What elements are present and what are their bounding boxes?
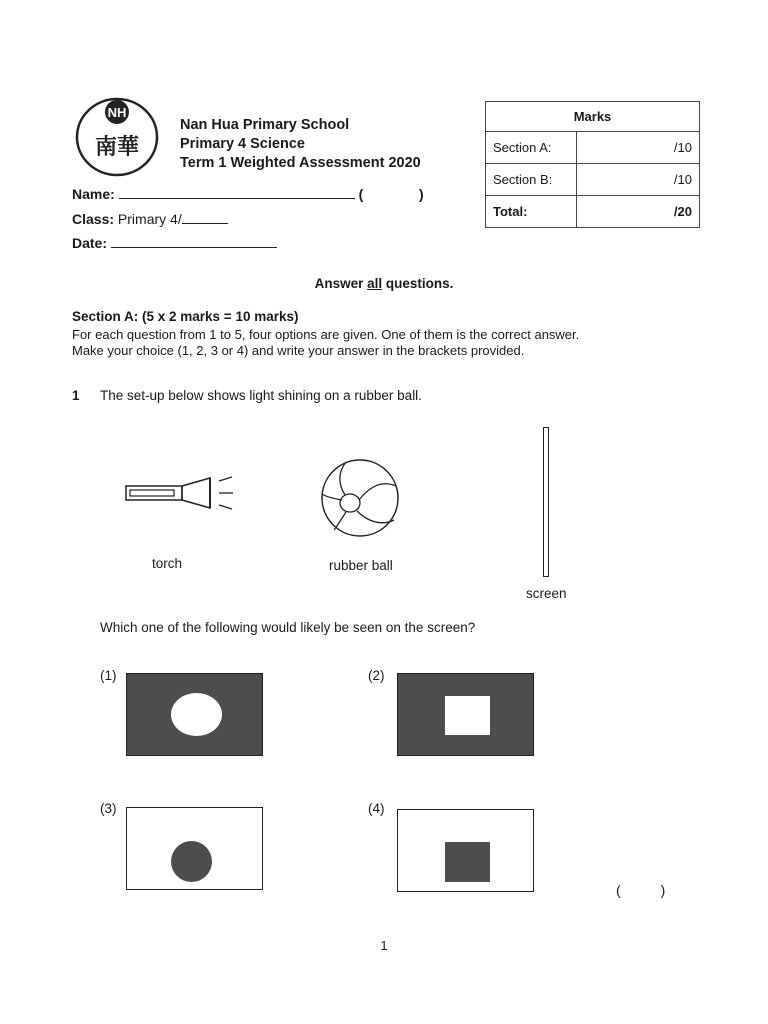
class-field xyxy=(72,211,228,227)
option-3-image[interactable] xyxy=(126,807,263,890)
option-2-label: (2) xyxy=(368,668,385,683)
option-4-label: (4) xyxy=(368,801,385,816)
question-number: 1 xyxy=(72,388,80,403)
screen-label: screen xyxy=(526,586,567,601)
instruction-emphasis: all xyxy=(367,276,383,291)
section-a-line-2: Make your choice (1, 2, 3 or 4) and write your answer in the brackets provided. xyxy=(72,343,525,358)
page-number: 1 xyxy=(380,938,388,953)
name-field xyxy=(72,186,424,202)
option-1-label: (1) xyxy=(100,668,117,683)
white-square-shape xyxy=(445,696,490,735)
marks-row-label: Total: xyxy=(486,196,577,228)
logo-initials: NH xyxy=(107,105,127,120)
screen-icon xyxy=(543,427,549,577)
date-blank[interactable] xyxy=(111,247,277,248)
name-blank[interactable] xyxy=(119,198,355,199)
marks-table xyxy=(485,101,700,228)
instruction xyxy=(0,276,768,291)
instruction-post: questions. xyxy=(382,276,454,291)
section-a-line-1: For each question from 1 to 5, four options are given. One of them is the correct answer. xyxy=(72,327,580,342)
rubber-ball-label: rubber ball xyxy=(329,558,393,573)
section-a-instructions xyxy=(72,327,579,359)
option-2-image[interactable] xyxy=(397,673,534,756)
answer-brackets xyxy=(616,882,665,898)
question-text: The set-up below shows light shining on a rubber ball. xyxy=(100,388,422,403)
torch-label: torch xyxy=(152,556,183,571)
marks-row-value: /10 xyxy=(577,164,700,196)
name-bracket-open: ( xyxy=(358,186,364,202)
option-1-image[interactable] xyxy=(126,673,263,756)
class-label: Class: xyxy=(72,211,115,227)
name-bracket-close: ) xyxy=(419,186,424,202)
torch-icon xyxy=(124,474,236,521)
marks-row-value: /10 xyxy=(577,132,700,164)
class-value: Primary 4/ xyxy=(117,211,182,227)
dark-circle-shape xyxy=(171,841,212,882)
section-a-title: Section A: (5 x 2 marks = 10 marks) xyxy=(72,309,299,324)
date-label: Date: xyxy=(72,235,108,251)
rubber-ball-icon xyxy=(320,458,402,545)
option-4-image[interactable] xyxy=(397,809,534,892)
class-blank[interactable] xyxy=(182,223,228,224)
assessment-title: Term 1 Weighted Assessment 2020 xyxy=(180,155,421,171)
white-circle-shape xyxy=(171,693,222,736)
marks-header: Marks xyxy=(486,102,700,132)
logo-chinese: 南華 xyxy=(94,135,140,160)
school-name: Nan Hua Primary School xyxy=(180,117,350,133)
date-field xyxy=(72,235,277,251)
answer-bracket-close: ) xyxy=(660,882,666,898)
subject-title: Primary 4 Science xyxy=(180,136,305,152)
school-header xyxy=(180,116,421,173)
name-label: Name: xyxy=(72,186,115,202)
marks-row-label: Section B: xyxy=(486,164,577,196)
marks-row-total xyxy=(486,196,700,228)
marks-row-value: /20 xyxy=(577,196,700,228)
answer-bracket-open: ( xyxy=(616,882,621,898)
marks-row-section-a xyxy=(486,132,700,164)
question-prompt: Which one of the following would likely be seen on the screen? xyxy=(100,620,476,635)
dark-square-shape xyxy=(445,842,490,882)
school-logo xyxy=(74,96,160,178)
marks-row-label: Section A: xyxy=(486,132,577,164)
option-3-label: (3) xyxy=(100,801,117,816)
marks-row-section-b xyxy=(486,164,700,196)
instruction-pre: Answer xyxy=(314,276,368,291)
